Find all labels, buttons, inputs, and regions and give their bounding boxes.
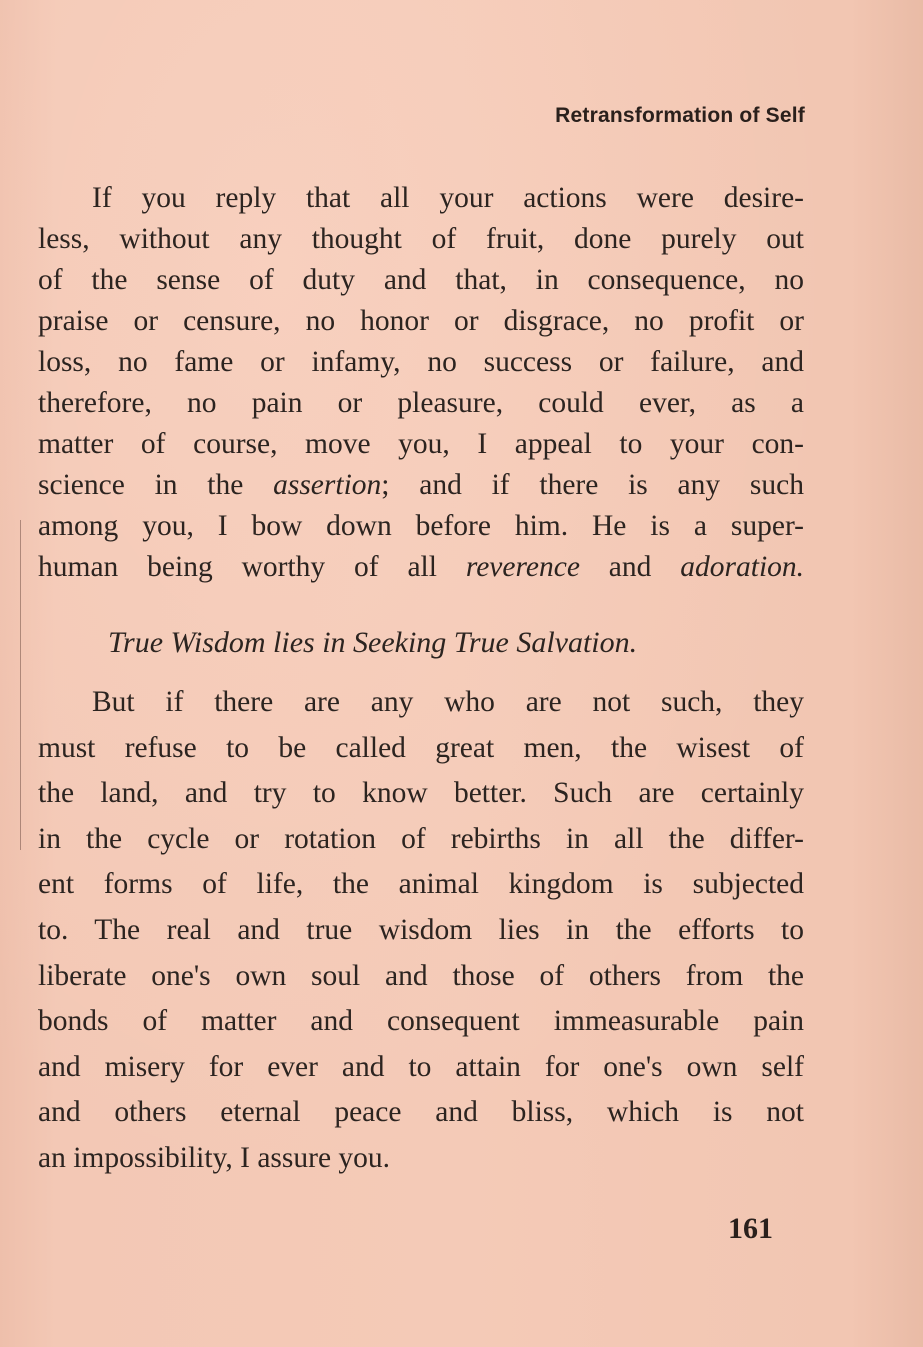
text-line: the land, and try to know better. Such are certainly [38, 777, 804, 810]
text-line: of the sense of duty and that, in consequence, no [38, 264, 804, 296]
text-line-with-italic [38, 547, 804, 588]
text-line: loss, no fame or infamy, no success or failure, and [38, 346, 804, 378]
text-line: ent forms of life, the animal kingdom is subjected [38, 868, 804, 901]
italic-word: assertion [273, 469, 382, 501]
section-heading: True Wisdom lies in Seeking True Salvation. [108, 626, 638, 659]
text-line: in the cycle or rotation of rebirths in all the differ- [38, 822, 804, 855]
text-line: an impossibility, I assure you. [38, 1141, 391, 1174]
text-line: must refuse to be called great men, the wisest of [38, 731, 804, 764]
text-line: and others eternal peace and bliss, which is not [38, 1096, 804, 1129]
text-run: ; and if there is any such [381, 469, 804, 501]
text-line-with-italic [38, 465, 804, 506]
italic-word: adoration. [680, 551, 805, 583]
text-line: But if there are any who are not such, they [92, 686, 804, 718]
text-line: bonds of matter and consequent immeasurable pain [38, 1005, 804, 1038]
italic-word: reverence [465, 551, 580, 583]
page-number: 161 [728, 1212, 773, 1245]
text-line: liberate one's own soul and those of others from the [38, 959, 804, 992]
text-line: matter of course, move you, I appeal to your con- [38, 428, 804, 460]
text-line: therefore, no pain or pleasure, could ever, as a [38, 387, 804, 419]
text-line: If you reply that all your actions were desire- [92, 182, 804, 214]
text-run: and [579, 551, 681, 583]
text-line: and misery for ever and to attain for one's own self [38, 1050, 804, 1083]
paragraph-1 [38, 178, 804, 588]
text-line: among you, I bow down before him. He is a super- [38, 510, 804, 542]
page-edge-mark [20, 520, 21, 850]
text-line: to. The real and true wisdom lies in the efforts to [38, 913, 804, 946]
text-run: human being worthy of all [38, 551, 466, 583]
text-line: praise or censure, no honor or disgrace, no profit or [38, 305, 804, 337]
paragraph-2 [38, 680, 804, 1182]
running-head: Retransformation of Self [555, 104, 805, 127]
text-run: science in the [38, 469, 274, 501]
text-line: less, without any thought of fruit, done purely out [38, 223, 804, 255]
